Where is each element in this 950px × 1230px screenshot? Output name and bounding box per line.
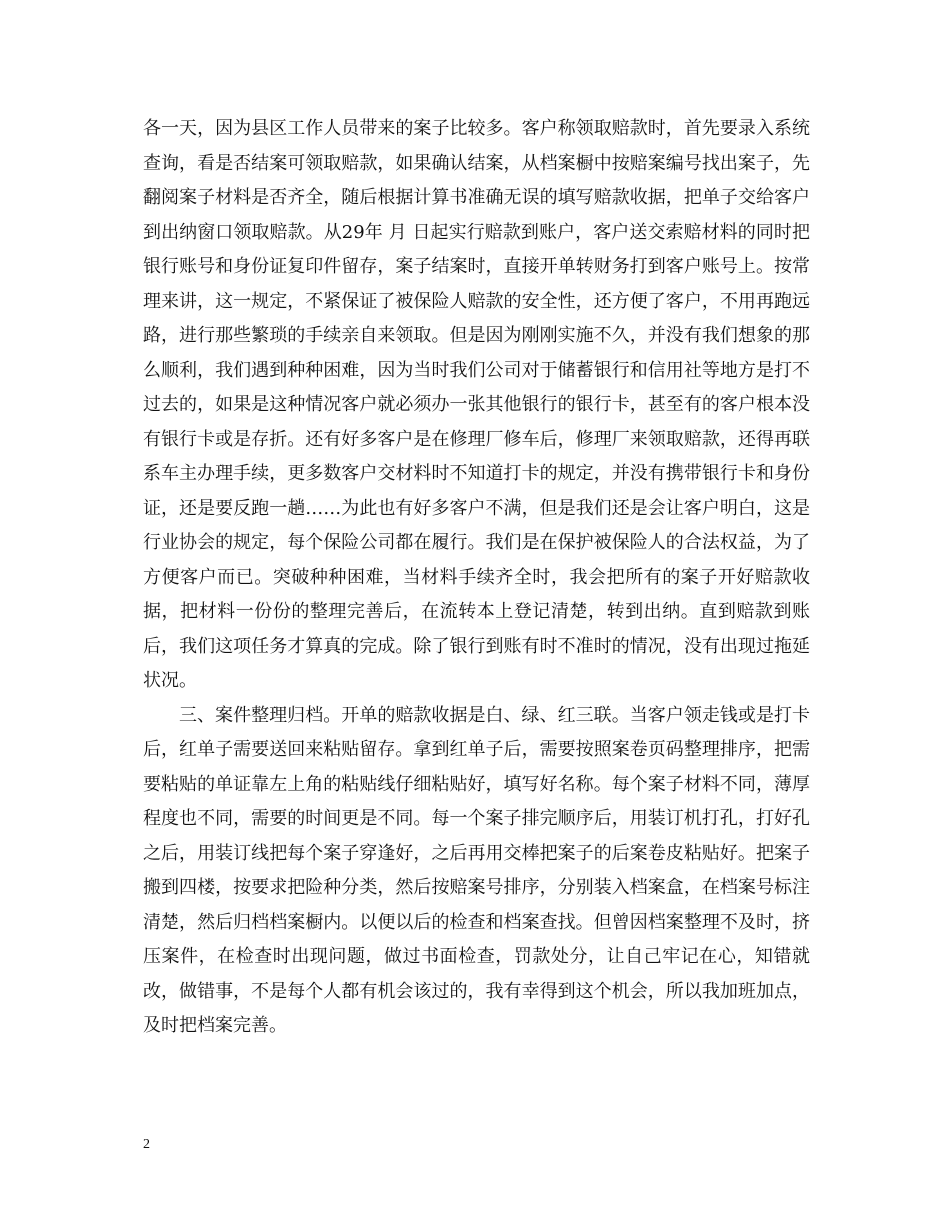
paragraph-claims-payment: 各一天，因为县区工作人员带来的案子比较多。客户称领取赔款时，首先要录入系统查询，看是否结案可领取赔款，如果确认结案，从档案橱中按赔案编号找出案子，先翻阅案子材料是否齐全，随后根据计算书准确无误的填写赔款收据，把单子交给客户到出纳窗口领取赔款。从29年 月 日起实行赔款到账户，客户送交索赔材料的同时把银行账号和身份证复印件留存，案子结案时，直接开单转财务打到客户账号上。按常理来讲，这一规定，不紧保证了被保险人赔款的安全性，还方便了客户，不用再跑远路，进行那些繁琐的手续亲自来领取。但是因为刚刚实施不久，并没有我们想象的那么顺利，我们遇到种种困难，因为当时我们公司对于储蓄银行和信用社等地方是打不过去的，如果是这种情况客户就必须办一张其他银行的银行卡，甚至有的客户根本没有银行卡或是存折。还有好多客户是在修理厂修车后，修理厂来领取赔款，还得再联系车主办理手续，更多数客户交材料时不知道打卡的规定，并没有携带银行卡和身份证，还是要反跑一趟……为此也有好多客户不满，但是我们还是会让客户明白，这是行业协会的规定，每个保险公司都在履行。我们是在保护被保险人的合法权益，为了方便客户而已。突破种种困难，当材料手续齐全时，我会把所有的案子开好赔款收据，把材料一份份的整理完善后，在流转本上登记清楚，转到出纳。直到赔款到账后，我们这项任务才算真的完成。除了银行到账有时不准时的情况，没有出现过拖延状况。 (143, 118, 810, 691)
page-number: 2 (143, 1137, 150, 1152)
document-body (143, 112, 810, 1044)
paragraph-case-archiving: 三、案件整理归档。开单的赔款收据是白、绿、红三联。当客户领走钱或是打卡后，红单子需要送回来粘贴留存。拿到红单子后，需要按照案卷页码整理排序，把需要粘贴的单证靠左上角的粘贴线仔细粘贴好，填写好名称。每个案子材料不同，薄厚程度也不同，需要的时间更是不同。每一个案子排完顺序后，用装订机打孔，打好孔之后，用装订线把每个案子穿逢好，之后再用交棒把案子的后案卷皮粘贴好。把案子搬到四楼，按要求把险种分类，然后按赔案号排序，分别装入档案盒，在档案号标注清楚，然后归档档案橱内。以便以后的检查和档案查找。但曾因档案整理不及时，挤压案件，在检查时出现问题，做过书面检查，罚款处分，让自己牢记在心，知错就改，做错事，不是每个人都有机会该过的，我有幸得到这个机会，所以我加班加点，及时把档案完善。 (143, 704, 810, 1036)
